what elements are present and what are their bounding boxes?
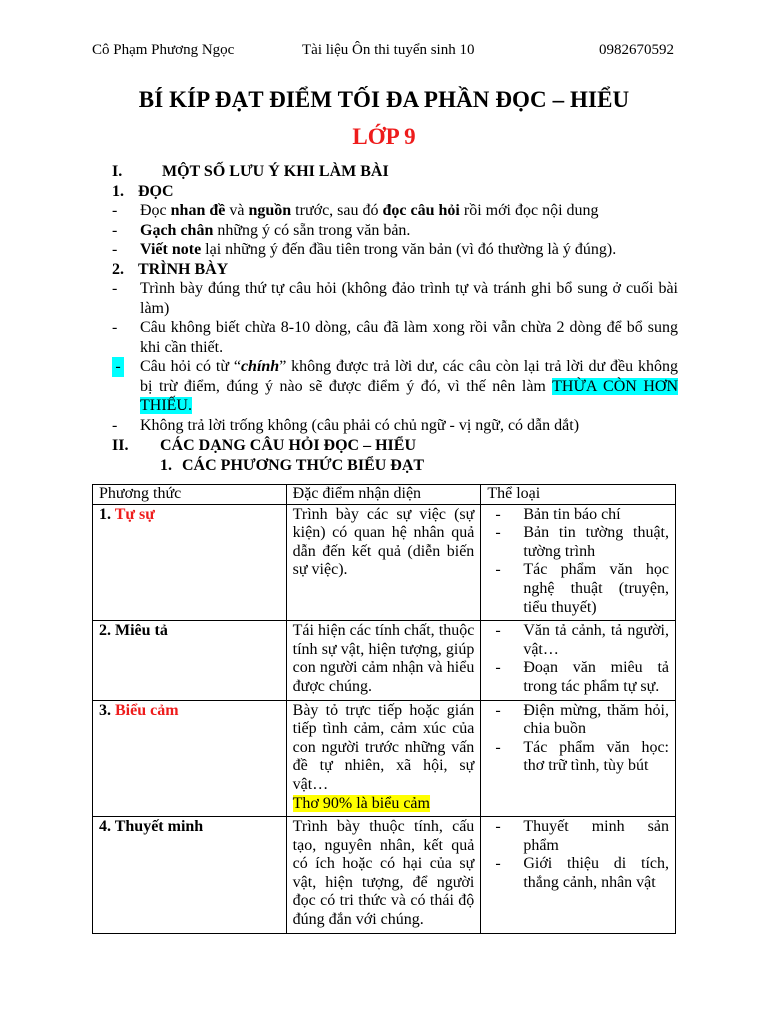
page-title: BÍ KÍP ĐẠT ĐIỂM TỐI ĐA PHẦN ĐỌC – HIỂU bbox=[138, 87, 630, 112]
genre-text: Đoạn văn miêu tả trong tác phẩm tự sự. bbox=[523, 659, 669, 695]
list-item: - Bản tin báo chí bbox=[481, 506, 669, 525]
genre-text: Bản tin báo chí bbox=[523, 505, 621, 523]
subsection-methods-heading: 1. CÁC PHƯƠNG THỨC BIỂU ĐẠT bbox=[160, 456, 425, 474]
column-header: Đặc điểm nhận diện bbox=[286, 485, 481, 505]
method-description: Trình bày thuộc tính, cấu tạo, nguyên nhân, kết quả có ích hoặc có hại của sự vật, hiện tượng, để người đọc có tri thức và có thái độ đúng đắn với chúng. bbox=[292, 818, 475, 929]
highlighted-text: THỪA CÒN HƠN THIẾU. bbox=[140, 377, 679, 414]
method-description: Tái hiện các tính chất, thuộc tính sự vật, hiện tượng, giúp con người cảm nhận và hiểu được chúng. bbox=[292, 622, 475, 695]
method-description-cell bbox=[286, 621, 481, 700]
list-item: - Tác phẩm văn học: thơ trữ tình, tùy bút bbox=[495, 738, 669, 775]
highlighted-note: Thơ 90% là biểu cảm bbox=[292, 794, 430, 812]
list-item: - Đọc nhan đề và nguồn trước, sau đó đọc câu hỏi rồi mới đọc nội dung bbox=[112, 202, 599, 219]
table-row bbox=[93, 621, 676, 700]
header-author: Cô Phạm Phương Ngọc bbox=[92, 42, 235, 58]
method-genres-cell bbox=[481, 700, 676, 817]
genre-text: Thuyết minh sản phẩm bbox=[523, 818, 669, 854]
genre-text: Giới thiệu di tích, thắng cảnh, nhân vật bbox=[523, 855, 669, 891]
list-item: - Bản tin tường thuật, tường trình bbox=[495, 524, 669, 560]
list-item: - Tác phẩm văn học nghệ thuật (truyện, tiểu thuyết) bbox=[495, 561, 669, 616]
list-item: - Đoạn văn miêu tả trong tác phẩm tự sự. bbox=[495, 659, 669, 695]
table-row bbox=[93, 700, 676, 817]
method-name-cell bbox=[93, 621, 287, 700]
method-description-cell bbox=[286, 700, 481, 817]
notes-section bbox=[112, 162, 678, 475]
table-row bbox=[93, 504, 676, 621]
genre-text: Tác phẩm văn học nghệ thuật (truyện, tiểu thuyết) bbox=[523, 561, 669, 616]
list-item: - Văn tả cảnh, tả người, vật… bbox=[495, 622, 669, 658]
method-description: Bày tỏ trực tiếp hoặc gián tiếp tình cảm, cảm xúc của con người trước những vấn đề tự nhiên, xã hội, sự vật… bbox=[292, 701, 475, 793]
method-description-cell bbox=[286, 817, 481, 934]
method-name-cell bbox=[93, 700, 287, 817]
method-number: 3. bbox=[99, 701, 115, 719]
method-name: Miêu tả bbox=[115, 622, 168, 640]
method-name: Tự sự bbox=[114, 505, 155, 523]
section-2-heading: II. CÁC DẠNG CÂU HỎI ĐỌC – HIỂU bbox=[112, 437, 417, 454]
method-number: 2. bbox=[99, 622, 115, 640]
list-item: - Không trả lời trống không (câu phải có chủ ngữ - vị ngữ, có dẫn dắt) bbox=[112, 416, 580, 434]
genre-text: Bản tin tường thuật, tường trình bbox=[523, 524, 669, 560]
page-subtitle: LỚP 9 bbox=[352, 124, 416, 149]
method-description-cell bbox=[286, 504, 481, 621]
subsection-trinhbay-heading: 2. TRÌNH BÀY bbox=[112, 260, 229, 278]
methods-table bbox=[92, 484, 676, 934]
method-genres-cell bbox=[481, 817, 676, 934]
subsection-doc-heading: 1. ĐỌC bbox=[112, 182, 174, 200]
method-number: 4. bbox=[99, 818, 115, 836]
list-item: - Điện mừng, thăm hỏi, chia buồn bbox=[495, 701, 669, 738]
genre-text: Điện mừng, thăm hỏi, chia buồn bbox=[523, 701, 669, 738]
column-header: Phương thức bbox=[93, 485, 287, 505]
list-item: - Viết note lại những ý đến đầu tiên trong văn bản (vì đó thường là ý đúng). bbox=[112, 241, 617, 258]
method-number: 1. bbox=[99, 505, 115, 523]
list-item: - Gạch chân những ý có sẵn trong văn bản. bbox=[112, 221, 411, 239]
list-item: - Giới thiệu di tích, thắng cảnh, nhân vật bbox=[495, 855, 669, 891]
column-header: Thể loại bbox=[481, 485, 676, 505]
list-item: - Thuyết minh sản phẩm bbox=[495, 818, 669, 854]
table-header-row bbox=[93, 485, 676, 505]
header-phone: 0982670592 bbox=[599, 42, 674, 58]
method-genres-cell bbox=[481, 621, 676, 700]
list-item: - Trình bày đúng thứ tự câu hỏi (không đảo trình tự và tránh ghi bổ sung ở cuối bài làm) bbox=[112, 280, 678, 317]
list-item: - Câu hỏi có từ “chính” không được trả lời dư, các câu còn lại trả lời dư đều không bị trừ điểm, đúng ý nào sẽ được điểm ý đó, vì thế nên làm THỪA CÒN HƠN THIẾU. bbox=[112, 357, 678, 416]
genre-text: Tác phẩm văn học: thơ trữ tình, tùy bút bbox=[523, 738, 669, 775]
method-name-cell bbox=[93, 817, 287, 934]
method-name: Thuyết minh bbox=[114, 818, 204, 836]
method-name: Biểu cảm bbox=[115, 701, 179, 719]
section-1-heading: I. MỘT SỐ LƯU Ý KHI LÀM BÀI bbox=[112, 163, 389, 180]
genre-text: Văn tả cảnh, tả người, vật… bbox=[523, 622, 669, 658]
header-doc-title: Tài liệu Ôn thi tuyển sinh 10 bbox=[302, 42, 475, 58]
page-header bbox=[92, 42, 674, 59]
method-genres-cell bbox=[481, 504, 676, 621]
method-name-cell bbox=[93, 504, 287, 621]
list-item: - Câu không biết chừa 8-10 dòng, câu đã làm xong rồi vẫn chừa 2 dòng để bổ sung khi cần thiết. bbox=[112, 319, 678, 356]
table-row bbox=[93, 817, 676, 934]
method-description: Trình bày các sự việc (sự kiện) có quan hệ nhân quả dẫn đến kết quả (diễn biến sự việc). bbox=[292, 505, 475, 579]
